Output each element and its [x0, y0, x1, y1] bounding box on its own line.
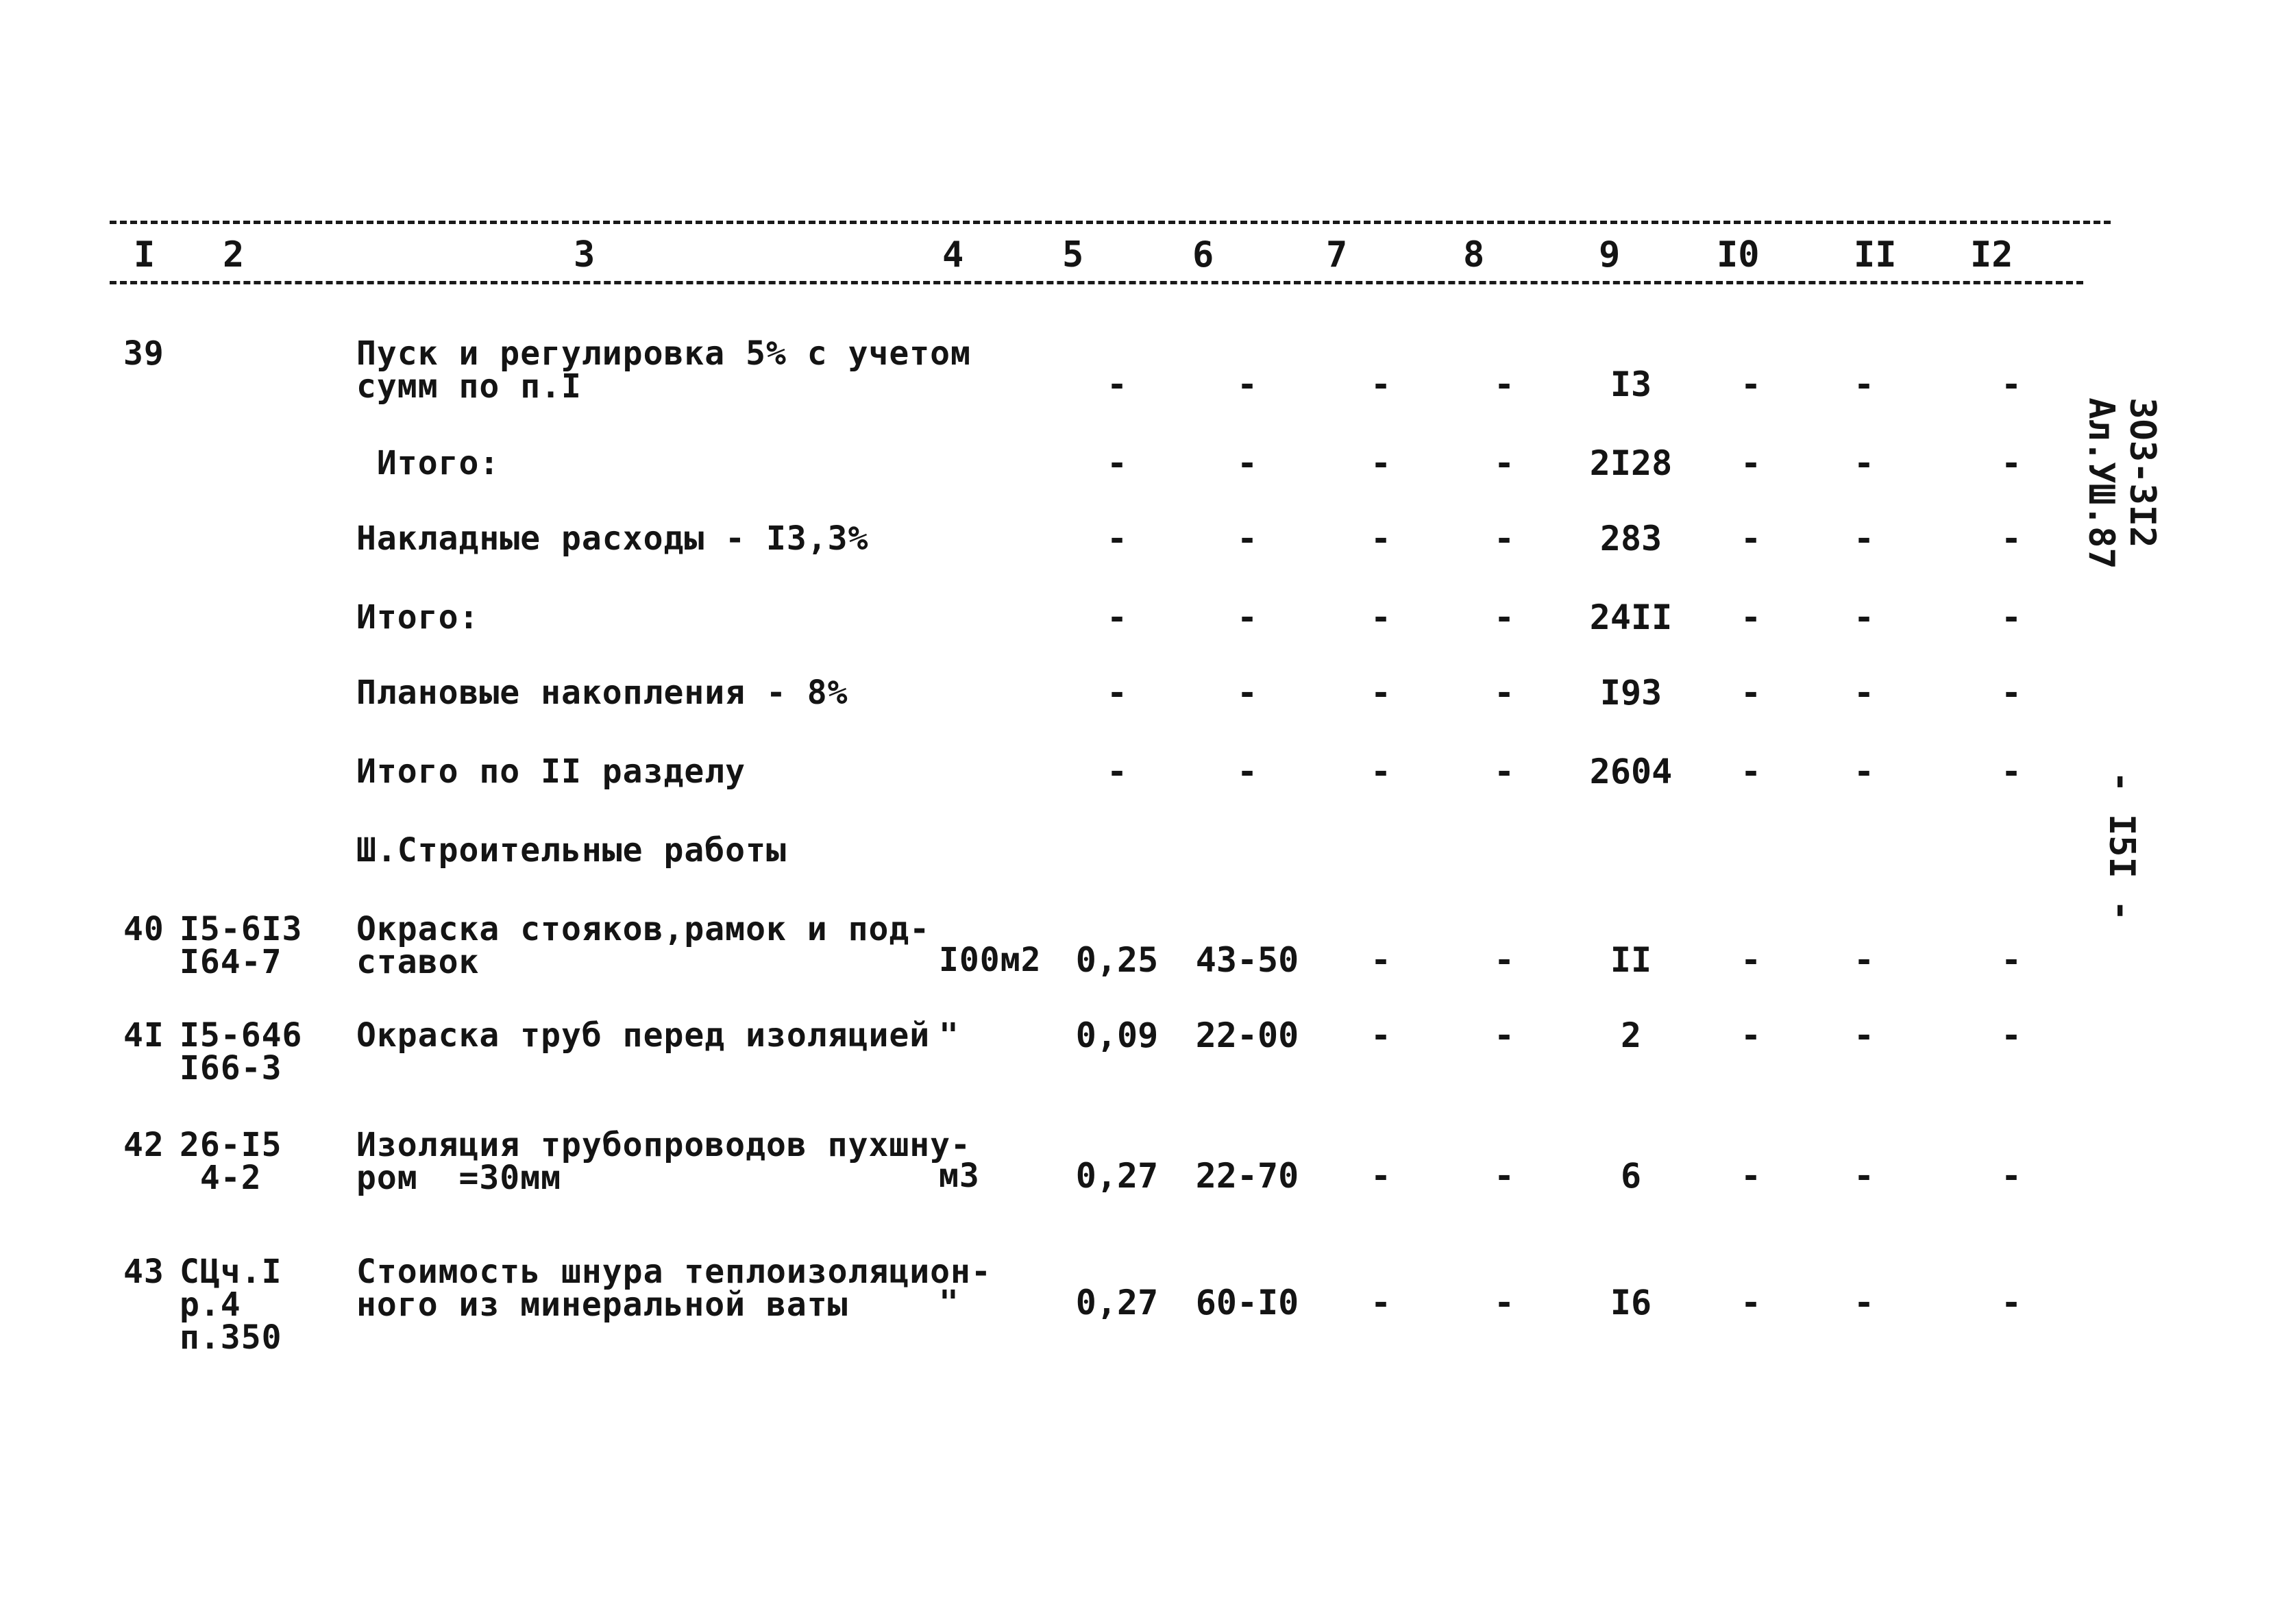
row-value-c10: -	[1740, 519, 1762, 558]
row-value-c8: -	[1493, 519, 1515, 558]
col-header-6: 6	[1192, 234, 1214, 275]
row-value-c8: -	[1493, 1283, 1515, 1322]
row-value-c12: -	[2000, 519, 2022, 558]
row-value-c6: -	[1236, 673, 1258, 713]
row-value-c5: -	[1106, 365, 1128, 404]
row-value-c10: -	[1740, 1156, 1762, 1196]
row-description: Итого по II разделу	[356, 752, 746, 791]
row-description: Плановые накопления - 8%	[356, 674, 848, 712]
row-value-c6: -	[1236, 752, 1258, 791]
row-value-c7: -	[1370, 1016, 1392, 1055]
row-number: 42	[123, 1126, 164, 1164]
col-header-11: II	[1854, 234, 1897, 275]
row-description: Итого:	[356, 598, 480, 637]
row-value-c8: -	[1493, 673, 1515, 713]
row-value-c10: -	[1740, 1016, 1762, 1055]
col-header-2: 2	[223, 234, 245, 275]
row-value-c5: -	[1106, 673, 1128, 713]
row-unit: I00м2	[939, 941, 1042, 979]
row-value-c9: I3	[1610, 365, 1652, 404]
row-description: Итого:	[356, 444, 500, 482]
col-header-1: I	[134, 234, 156, 275]
col-header-4: 4	[942, 234, 964, 275]
row-value-c8: -	[1493, 752, 1515, 791]
row-value-c7: -	[1370, 598, 1392, 637]
header-bottom-rule	[110, 281, 2083, 284]
page-number-text: - I5I -	[2101, 771, 2142, 922]
row-value-c7: -	[1370, 519, 1392, 558]
row-value-c9: 283	[1599, 519, 1662, 558]
row-value-c9: I93	[1599, 673, 1662, 713]
row-value-c7: -	[1370, 940, 1392, 980]
row-value-c11: -	[1853, 752, 1875, 791]
row-value-c6: -	[1236, 365, 1258, 404]
row-value-c11: -	[1853, 940, 1875, 980]
row-number: 43	[123, 1253, 164, 1291]
col-header-12: I2	[1970, 234, 2013, 275]
row-value-c7: -	[1370, 1156, 1392, 1196]
row-value-c10: -	[1740, 365, 1762, 404]
col-header-8: 8	[1463, 234, 1485, 275]
row-value-c10: -	[1740, 940, 1762, 980]
row-code: I64-7	[180, 943, 282, 981]
row-unit: "	[939, 1283, 959, 1322]
side-album-text: Ал.УШ.87	[2080, 397, 2122, 569]
row-value-c12: -	[2000, 673, 2022, 713]
row-value-c9: 6	[1620, 1156, 1642, 1196]
row-description: Окраска стояков,рамок и под-	[356, 910, 931, 948]
row-number: 40	[123, 910, 164, 948]
row-value-c11: -	[1853, 1156, 1875, 1196]
row-value-c9: 24II	[1589, 598, 1673, 637]
row-value-c9: 2I28	[1589, 443, 1673, 483]
row-code: 4-2	[180, 1159, 262, 1197]
side-code-text: ЗОЗ-3I2	[2122, 397, 2163, 548]
row-value-c10: -	[1740, 598, 1762, 637]
row-value-c12: -	[2000, 940, 2022, 980]
row-value-c6: -	[1236, 443, 1258, 483]
row-value-c11: -	[1853, 1283, 1875, 1322]
row-value-c5: -	[1106, 752, 1128, 791]
row-value-c11: -	[1853, 365, 1875, 404]
row-number: 39	[123, 334, 164, 373]
row-value-c9: 2604	[1589, 752, 1673, 791]
row-value-c11: -	[1853, 1016, 1875, 1055]
row-value-c5: 0,25	[1075, 940, 1159, 980]
row-value-c6: 60-I0	[1195, 1283, 1299, 1322]
row-code: I5-646	[180, 1016, 303, 1055]
row-value-c7: -	[1370, 443, 1392, 483]
row-value-c11: -	[1853, 519, 1875, 558]
row-value-c10: -	[1740, 673, 1762, 713]
row-value-c12: -	[2000, 1156, 2022, 1196]
row-value-c11: -	[1853, 673, 1875, 713]
col-header-5: 5	[1062, 234, 1084, 275]
row-code: I66-3	[180, 1049, 282, 1087]
row-value-c10: -	[1740, 443, 1762, 483]
page-number	[2064, 685, 2179, 921]
row-value-c9: I6	[1610, 1283, 1652, 1322]
row-value-c10: -	[1740, 752, 1762, 791]
row-value-c5: -	[1106, 443, 1128, 483]
row-value-c6: 22-70	[1195, 1156, 1299, 1196]
row-code: I5-6I3	[180, 910, 303, 948]
row-description: ного из минеральной ваты	[356, 1285, 848, 1324]
row-description: Накладные расходы - I3,3%	[356, 519, 869, 558]
row-value-c11: -	[1853, 443, 1875, 483]
row-description: Изоляция трубопроводов пухшну-	[356, 1126, 971, 1164]
row-value-c5: 0,09	[1075, 1016, 1159, 1055]
row-description: Пуск и регулировка 5% с учетом	[356, 334, 971, 373]
row-value-c12: -	[2000, 1016, 2022, 1055]
row-description: Ш.Строительные работы	[356, 831, 787, 870]
row-code: р.4	[180, 1285, 241, 1324]
row-unit: "	[939, 1016, 959, 1055]
row-value-c5: 0,27	[1075, 1156, 1159, 1196]
row-value-c12: -	[2000, 365, 2022, 404]
row-value-c12: -	[2000, 598, 2022, 637]
row-description: ром =30мм	[356, 1159, 561, 1197]
row-value-c6: 43-50	[1195, 940, 1299, 980]
row-value-c12: -	[2000, 1283, 2022, 1322]
row-value-c12: -	[2000, 752, 2022, 791]
row-value-c6: -	[1236, 598, 1258, 637]
row-value-c9: 2	[1620, 1016, 1642, 1055]
row-code: 26-I5	[180, 1126, 282, 1164]
row-value-c8: -	[1493, 1016, 1515, 1055]
row-value-c5: -	[1106, 519, 1128, 558]
row-description: ставок	[356, 943, 480, 981]
col-header-7: 7	[1326, 234, 1348, 275]
row-value-c5: 0,27	[1075, 1283, 1159, 1322]
row-value-c6: 22-00	[1195, 1016, 1299, 1055]
row-value-c7: -	[1370, 365, 1392, 404]
row-value-c12: -	[2000, 443, 2022, 483]
row-code: п.350	[180, 1318, 282, 1357]
col-header-10: I0	[1717, 234, 1760, 275]
row-description: сумм по п.I	[356, 367, 582, 406]
col-header-9: 9	[1599, 234, 1621, 275]
row-description: Стоимость шнура теплоизоляцион-	[356, 1253, 992, 1291]
row-value-c7: -	[1370, 1283, 1392, 1322]
row-value-c8: -	[1493, 598, 1515, 637]
row-value-c8: -	[1493, 940, 1515, 980]
header-top-rule	[110, 221, 2111, 224]
row-value-c5: -	[1106, 598, 1128, 637]
row-value-c8: -	[1493, 443, 1515, 483]
row-code: СЦч.I	[180, 1253, 282, 1291]
row-value-c8: -	[1493, 365, 1515, 404]
row-unit: м3	[939, 1157, 980, 1195]
row-value-c11: -	[1853, 598, 1875, 637]
row-value-c10: -	[1740, 1283, 1762, 1322]
row-description: Окраска труб перед изоляцией	[356, 1016, 931, 1055]
row-value-c9: II	[1610, 940, 1652, 980]
col-header-3: 3	[574, 234, 596, 275]
row-number: 4I	[123, 1016, 164, 1055]
row-value-c8: -	[1493, 1156, 1515, 1196]
row-value-c6: -	[1236, 519, 1258, 558]
row-value-c7: -	[1370, 752, 1392, 791]
row-value-c7: -	[1370, 673, 1392, 713]
